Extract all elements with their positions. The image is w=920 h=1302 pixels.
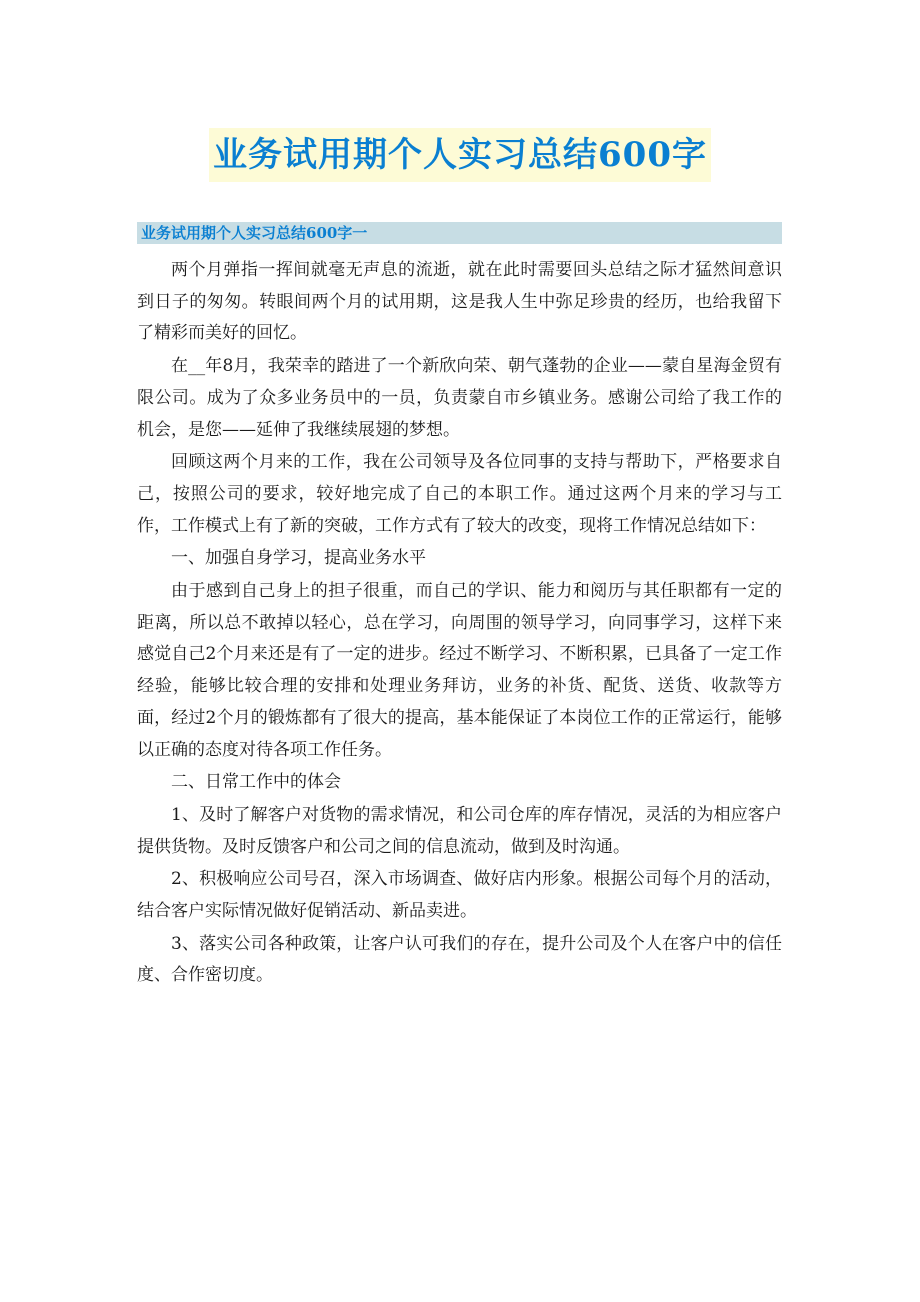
list-item: 1、及时了解客户对货物的需求情况，和公司仓库的库存情况，灵活的为相应客户提供货物。及时反馈客户和公司之间的信息流动，做到及时沟通。 (137, 804, 782, 857)
document-title (0, 128, 920, 182)
paragraph: 两个月弹指一挥间就毫无声息的流逝，就在此时需要回头总结之际才猛然间意识到日子的匆匆。转眼间两个月的试用期，这是我人生中弥足珍贵的经历，也给我留下了精彩而美好的回忆。 (137, 260, 782, 344)
list-item: 3、落实公司各种政策，让客户认可我们的存在，提升公司及个人在客户中的信任度、合作密切度。 (137, 933, 782, 986)
document-body (137, 255, 782, 993)
document-title-text: 业务试用期个人实习总结600字 (209, 128, 711, 182)
subheading: 二、日常工作中的体会 (171, 772, 341, 793)
paragraph: 在__年8月，我荣幸的踏进了一个新欣向荣、朝气蓬勃的企业——蒙自星海金贸有限公司。成为了众多业务员中的一员，负责蒙自市乡镇业务。感谢公司给了我工作的机会，是您——延伸了我继续展翅的梦想。 (137, 356, 782, 440)
list-item: 2、积极响应公司号召，深入市场调查、做好店内形象。根据公司每个月的活动，结合客户实际情况做好促销活动、新品卖进。 (137, 869, 782, 922)
subheading: 一、加强自身学习，提高业务水平 (171, 548, 426, 569)
paragraph: 回顾这两个月来的工作，我在公司领导及各位同事的支持与帮助下，严格要求自己，按照公司的要求，较好地完成了自己的本职工作。通过这两个月来的学习与工作，工作模式上有了新的突破，工作方式有了较大的改变，现将工作情况总结如下： (137, 452, 782, 536)
paragraph: 由于感到自己身上的担子很重，而自己的学识、能力和阅历与其任职都有一定的距离，所以总不敢掉以轻心，总在学习，向周围的领导学习，向同事学习，这样下来感觉自己2个月来还是有了一定的进步。经过不断学习、不断积累，已具备了一定工作经验，能够比较合理的安排和处理业务拜访，业务的补货、配货、送货、收款等方面，经过2个月的锻炼都有了很大的提高，基本能保证了本岗位工作的正常运行，能够以正确的态度对待各项工作任务。 (137, 581, 782, 760)
section-heading: 业务试用期个人实习总结600字一 (137, 222, 782, 244)
